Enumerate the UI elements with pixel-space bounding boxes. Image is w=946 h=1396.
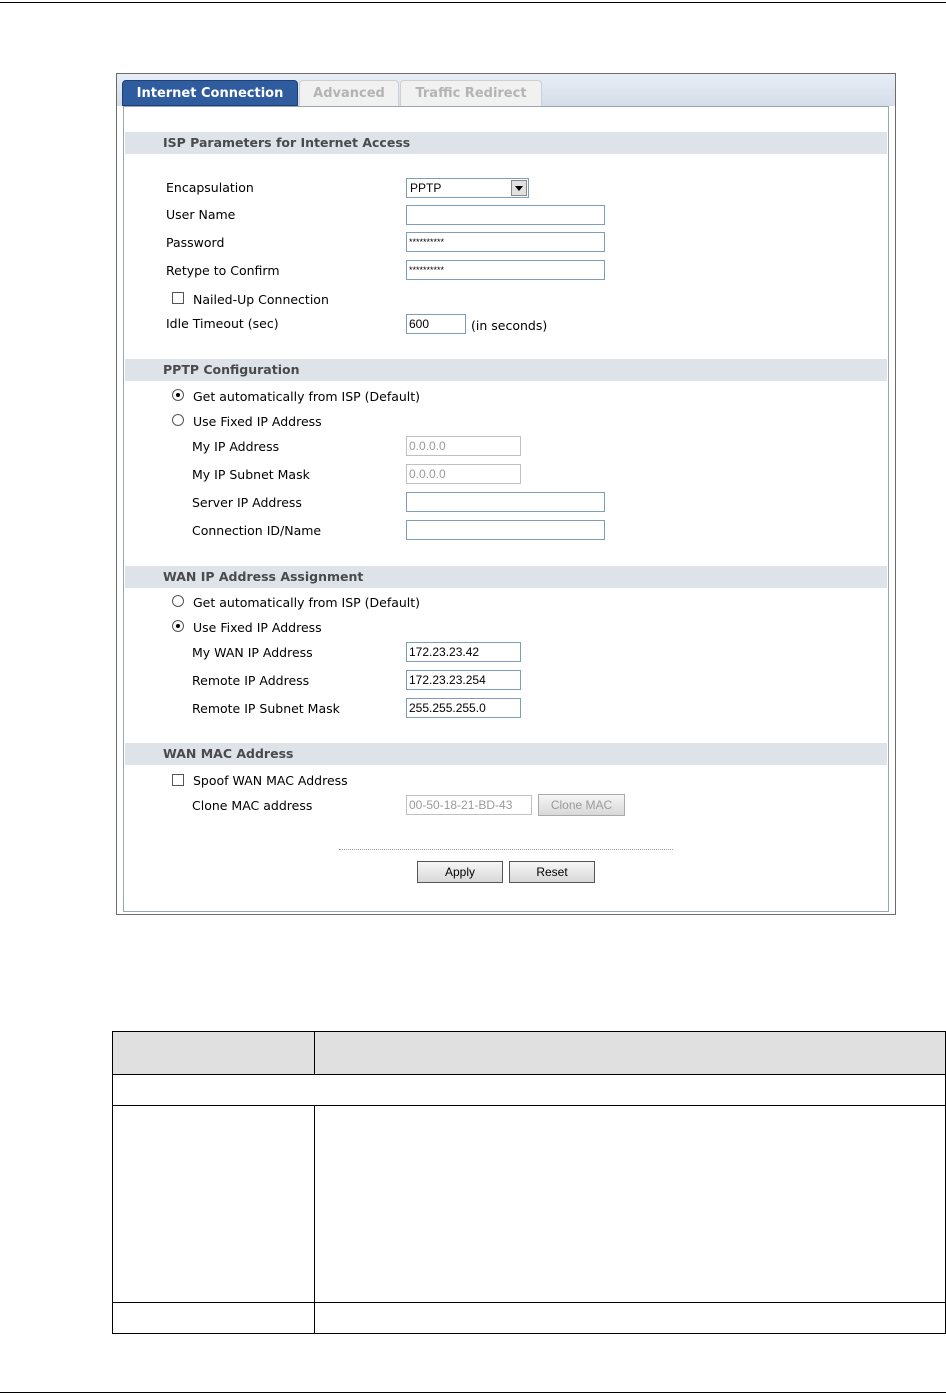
nailed-up-checkbox[interactable] bbox=[172, 292, 184, 304]
encapsulation-label: Encapsulation bbox=[166, 180, 254, 195]
subnet-mask-label: My IP Subnet Mask bbox=[192, 467, 310, 482]
table-cell bbox=[113, 1303, 315, 1334]
apply-button[interactable]: Apply bbox=[417, 861, 503, 883]
table-cell bbox=[315, 1303, 946, 1334]
encapsulation-select[interactable] bbox=[406, 178, 529, 198]
description-table bbox=[112, 1031, 946, 1334]
screenshot-frame bbox=[116, 73, 896, 915]
user-name-label: User Name bbox=[166, 207, 236, 222]
server-ip-label: Server IP Address bbox=[192, 495, 302, 510]
pptp-fixed-label: Use Fixed IP Address bbox=[193, 414, 322, 429]
table-cell bbox=[315, 1106, 946, 1303]
tab-bar bbox=[117, 74, 895, 106]
clone-mac-label: Clone MAC address bbox=[192, 798, 313, 813]
chevron-down-icon[interactable] bbox=[511, 180, 527, 196]
section-pptp-configuration: PPTP Configuration bbox=[125, 359, 887, 381]
table-header-cell bbox=[113, 1032, 315, 1075]
table-header-row bbox=[113, 1032, 946, 1075]
idle-timeout-unit: (in seconds) bbox=[471, 318, 548, 333]
pptp-auto-radio[interactable] bbox=[172, 389, 184, 401]
wan-auto-label: Get automatically from ISP (Default) bbox=[193, 595, 421, 610]
idle-timeout-label: Idle Timeout (sec) bbox=[166, 316, 279, 331]
clone-mac-button[interactable]: Clone MAC bbox=[538, 794, 625, 816]
section-isp-parameters: ISP Parameters for Internet Access bbox=[125, 132, 887, 154]
user-name-input[interactable] bbox=[406, 205, 605, 225]
remote-mask-label: Remote IP Subnet Mask bbox=[192, 701, 340, 716]
encapsulation-value: PPTP bbox=[410, 181, 442, 195]
table-row bbox=[113, 1106, 946, 1303]
my-ip-input[interactable]: 0.0.0.0 bbox=[406, 436, 521, 456]
password-input[interactable]: ********** bbox=[406, 232, 605, 252]
reset-button[interactable]: Reset bbox=[509, 861, 595, 883]
password-label: Password bbox=[166, 235, 225, 250]
wan-fixed-label: Use Fixed IP Address bbox=[193, 620, 322, 635]
my-ip-label: My IP Address bbox=[192, 439, 280, 454]
subnet-mask-input[interactable]: 0.0.0.0 bbox=[406, 464, 521, 484]
table-row bbox=[113, 1303, 946, 1334]
section-wan-mac-address: WAN MAC Address bbox=[125, 743, 887, 765]
connection-id-input[interactable] bbox=[406, 520, 605, 540]
pptp-auto-label: Get automatically from ISP (Default) bbox=[193, 389, 421, 404]
connection-id-label: Connection ID/Name bbox=[192, 523, 322, 538]
wan-auto-radio[interactable] bbox=[172, 595, 184, 607]
server-ip-input[interactable] bbox=[406, 492, 605, 512]
pptp-fixed-radio[interactable] bbox=[172, 414, 184, 426]
table-row bbox=[113, 1075, 946, 1106]
my-wan-ip-label: My WAN IP Address bbox=[192, 645, 313, 660]
retype-label: Retype to Confirm bbox=[166, 263, 280, 278]
tab-internet-connection[interactable]: Internet Connection bbox=[122, 80, 298, 106]
idle-timeout-input[interactable]: 600 bbox=[406, 314, 466, 334]
remote-mask-input[interactable]: 255.255.255.0 bbox=[406, 698, 521, 718]
my-wan-ip-input[interactable]: 172.23.23.42 bbox=[406, 642, 521, 662]
section-wan-ip-assignment: WAN IP Address Assignment bbox=[125, 566, 887, 588]
wan-fixed-radio[interactable] bbox=[172, 620, 184, 632]
retype-password-input[interactable]: ********** bbox=[406, 260, 605, 280]
table-header-cell bbox=[315, 1032, 946, 1075]
tab-advanced[interactable]: Advanced bbox=[299, 80, 399, 106]
table-cell bbox=[113, 1106, 315, 1303]
spoof-mac-checkbox[interactable] bbox=[172, 774, 184, 786]
footer-rule bbox=[0, 1392, 946, 1393]
spoof-mac-label: Spoof WAN MAC Address bbox=[193, 773, 348, 788]
divider bbox=[339, 849, 673, 850]
nailed-up-label: Nailed-Up Connection bbox=[193, 292, 329, 307]
table-cell bbox=[113, 1075, 946, 1106]
remote-ip-label: Remote IP Address bbox=[192, 673, 310, 688]
tab-traffic-redirect[interactable]: Traffic Redirect bbox=[400, 80, 542, 106]
clone-mac-input[interactable]: 00-50-18-21-BD-43 bbox=[406, 795, 532, 815]
header-rule bbox=[0, 2, 946, 3]
remote-ip-input[interactable]: 172.23.23.254 bbox=[406, 670, 521, 690]
